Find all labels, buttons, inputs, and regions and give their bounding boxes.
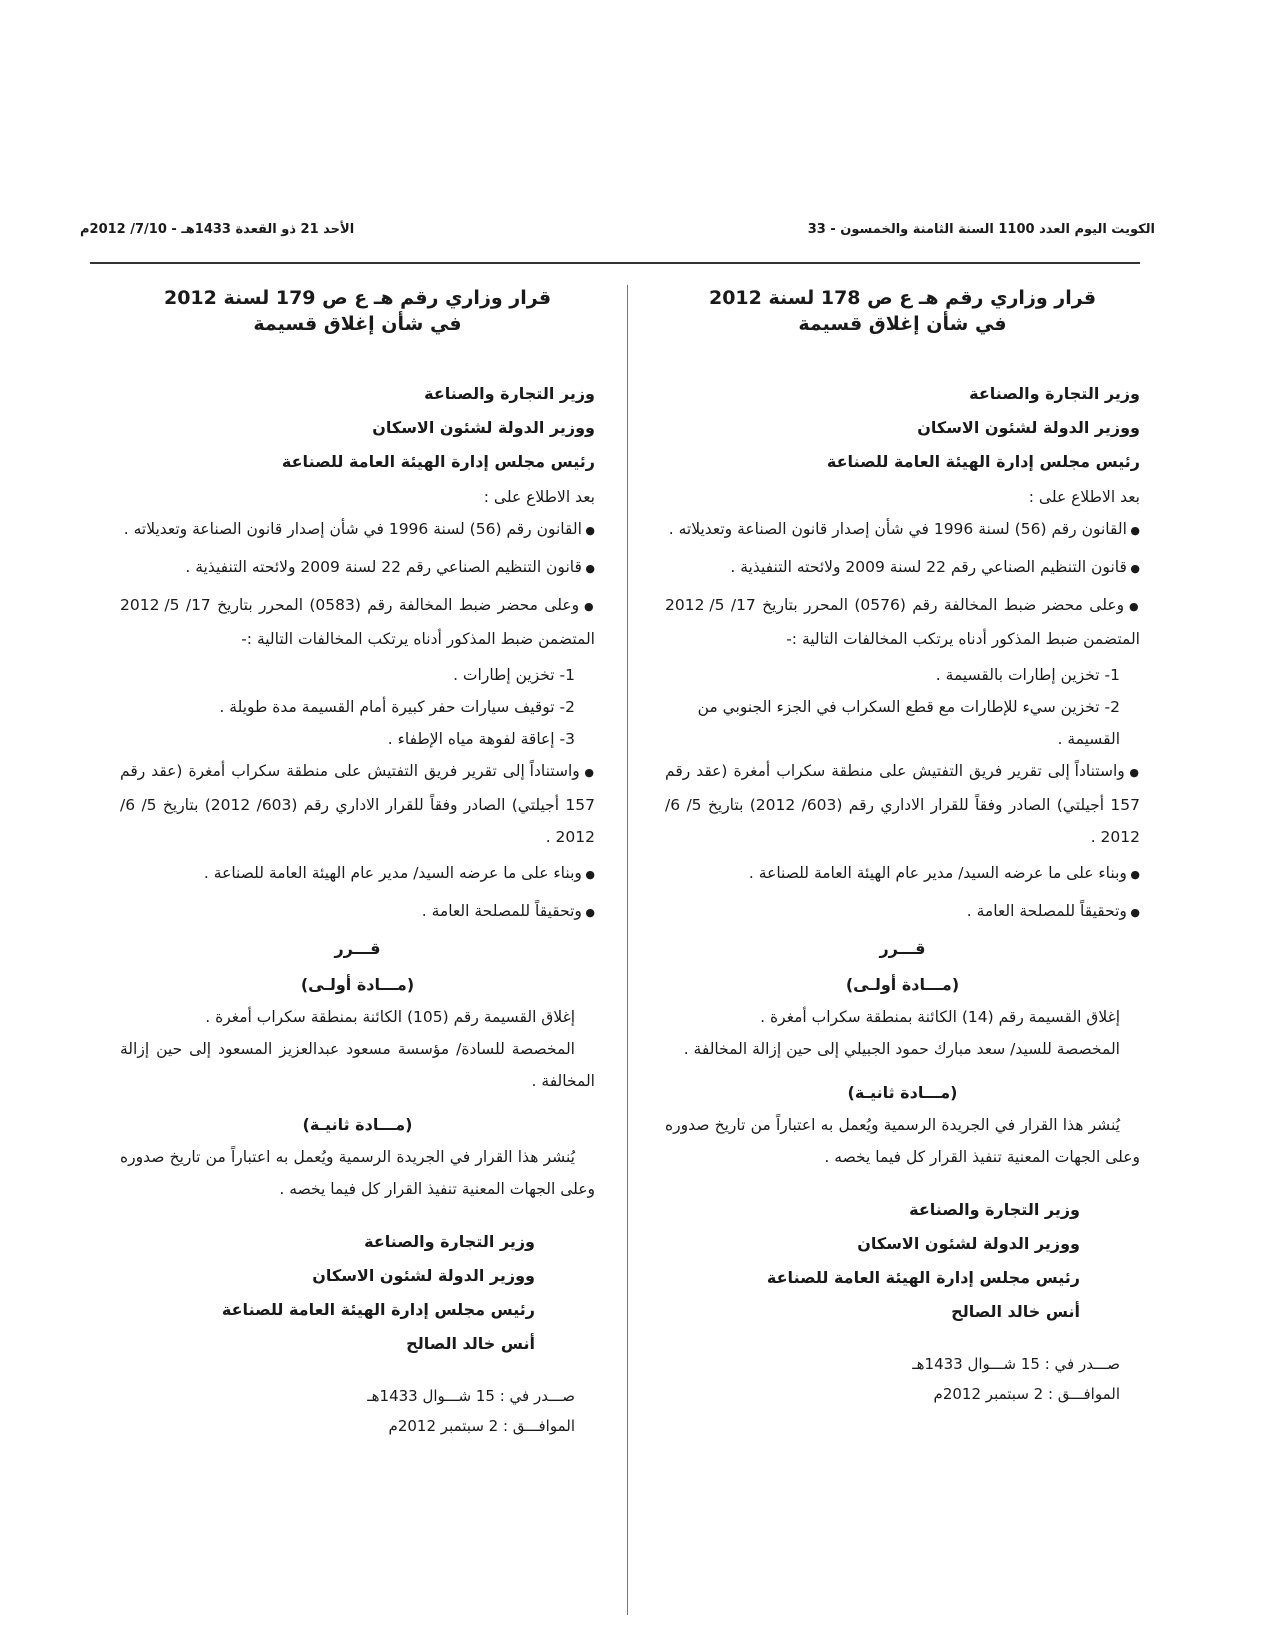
violation-item: 2- توقيف سيارات حفر كبيرة أمام القسيمة مدة طويلة . xyxy=(219,698,575,716)
signature-block xyxy=(665,1193,1140,1329)
issuing-authority xyxy=(665,377,1140,479)
article-2-text: يُنشر هذا القرار في الجريدة الرسمية ويُعمل به اعتباراً من تاريخ صدوره وعلى الجهات المعنية تنفيذ القرار كل فيما يخصه . xyxy=(665,1116,1140,1166)
violation-item: 2- تخزين سيء للإطارات مع قطع السكراب في الجزء الجنوبي من القسيمة . xyxy=(697,698,1120,748)
header-issue-info: الكويت اليوم العدد 1100 السنة الثامنة والخمسون - 33 xyxy=(807,222,1155,237)
issued-hijri: صـــدر في : 15 شـــوال 1433هـ xyxy=(912,1355,1120,1373)
decree-title-line2: في شأن إغلاق قسيمة xyxy=(253,313,462,335)
preamble-item: ● وعلى محضر ضبط المخالفة رقم (0576) المحرر بتاريخ 17/ 5/ 2012 المتضمن ضبط المذكور أدناه يرتكب المخالفات التالية :- xyxy=(665,589,1140,655)
decree-title xyxy=(665,285,1140,337)
authority-line: ووزير الدولة لشئون الاسكان xyxy=(917,418,1140,437)
preamble-intro: بعد الاطلاع على : xyxy=(1028,488,1140,506)
article-2-text: يُنشر هذا القرار في الجريدة الرسمية ويُعمل به اعتباراً من تاريخ صدوره وعلى الجهات المعنية تنفيذ القرار كل فيما يخصه . xyxy=(120,1148,595,1198)
issue-date-block xyxy=(120,1381,595,1441)
column-divider xyxy=(627,285,628,1615)
signatory-name: أنس خالد الصالح xyxy=(951,1302,1080,1321)
violation-item: 1- تخزين إطارات بالقسيمة . xyxy=(935,666,1120,684)
decree-title-line1: قرار وزاري رقم هـ ع ص 178 لسنة 2012 xyxy=(708,287,1097,309)
preamble-item: ● القانون رقم (56) لسنة 1996 في شأن إصدار قانون الصناعة وتعديلاته . xyxy=(665,513,1140,547)
preamble-item: ● وعلى محضر ضبط المخالفة رقم (0583) المحرر بتاريخ 17/ 5/ 2012 المتضمن ضبط المذكور أدناه يرتكب المخالفات التالية :- xyxy=(120,589,595,655)
preamble-item: ● وتحقيقاً للمصلحة العامة . xyxy=(665,895,1140,929)
decree-179-column xyxy=(120,285,595,1441)
signature-line: ووزير الدولة لشئون الاسكان xyxy=(857,1234,1080,1253)
decided-heading: قـــرر xyxy=(879,939,926,958)
violation-item: 1- تخزين إطارات . xyxy=(453,666,575,684)
issuing-authority xyxy=(120,377,595,479)
preamble-item: ● وبناء على ما عرضه السيد/ مدير عام الهيئة العامة للصناعة . xyxy=(665,857,1140,891)
article-2-heading: (مـــادة ثانيـة) xyxy=(847,1083,958,1102)
preamble-item: ● واستناداً إلى تقرير فريق التفتيش على منطقة سكراب أمغرة (عقد رقم 157 أجيلتي) الصادر وفقاً للقرار الاداري رقم (603/ 2012) بتاريخ 5/ 6/ 2012 . xyxy=(120,755,595,853)
page-header xyxy=(80,222,1155,244)
article-1-text: إغلاق القسيمة رقم (14) الكائنة بمنطقة سكراب أمغرة . xyxy=(760,1008,1120,1026)
preamble-intro: بعد الاطلاع على : xyxy=(483,488,595,506)
preamble-item: ● القانون رقم (56) لسنة 1996 في شأن إصدار قانون الصناعة وتعديلاته . xyxy=(120,513,595,547)
signature-line: وزير التجارة والصناعة xyxy=(909,1200,1080,1219)
authority-line: ووزير الدولة لشئون الاسكان xyxy=(372,418,595,437)
decree-title-line2: في شأن إغلاق قسيمة xyxy=(798,313,1007,335)
decree-178-column xyxy=(665,285,1140,1409)
signatory-name: أنس خالد الصالح xyxy=(406,1334,535,1353)
decided-heading: قـــرر xyxy=(334,939,381,958)
authority-line: وزير التجارة والصناعة xyxy=(424,384,595,403)
preamble-item: ● قانون التنظيم الصناعي رقم 22 لسنة 2009 ولائحته التنفيذية . xyxy=(120,551,595,585)
preamble-item: ● قانون التنظيم الصناعي رقم 22 لسنة 2009 ولائحته التنفيذية . xyxy=(665,551,1140,585)
preamble-item: ● وبناء على ما عرضه السيد/ مدير عام الهيئة العامة للصناعة . xyxy=(120,857,595,891)
article-1-text: المخصصة للسيد/ سعد مبارك حمود الجبيلي إلى حين إزالة المخالفة . xyxy=(683,1040,1120,1058)
preamble-item: ● واستناداً إلى تقرير فريق التفتيش على منطقة سكراب أمغرة (عقد رقم 157 أجيلتي) الصادر وفقاً للقرار الاداري رقم (603/ 2012) بتاريخ 5/ 6/ 2012 . xyxy=(665,755,1140,853)
signature-block xyxy=(120,1225,595,1361)
article-2-heading: (مـــادة ثانيـة) xyxy=(302,1115,413,1134)
article-1-heading: (مـــادة أولـى) xyxy=(845,975,960,994)
article-1-heading: (مـــادة أولـى) xyxy=(300,975,415,994)
issued-gregorian: الموافـــق : 2 سبتمبر 2012م xyxy=(388,1417,575,1435)
decree-title xyxy=(120,285,595,337)
authority-line: رئيس مجلس إدارة الهيئة العامة للصناعة xyxy=(826,452,1140,471)
header-date: الأحد 21 ذو القعدة 1433هـ - 7/10/ 2012م xyxy=(80,222,355,237)
authority-line: رئيس مجلس إدارة الهيئة العامة للصناعة xyxy=(281,452,595,471)
header-divider xyxy=(90,262,1140,264)
signature-line: رئيس مجلس إدارة الهيئة العامة للصناعة xyxy=(766,1268,1080,1287)
authority-line: وزير التجارة والصناعة xyxy=(969,384,1140,403)
issue-date-block xyxy=(665,1349,1140,1409)
issued-hijri: صـــدر في : 15 شـــوال 1433هـ xyxy=(367,1387,575,1405)
decree-title-line1: قرار وزاري رقم هـ ع ص 179 لسنة 2012 xyxy=(163,287,552,309)
article-1-text: المخصصة للسادة/ مؤسسة مسعود عبدالعزيز المسعود إلى حين إزالة المخالفة . xyxy=(120,1040,595,1090)
signature-line: رئيس مجلس إدارة الهيئة العامة للصناعة xyxy=(221,1300,535,1319)
article-1-text: إغلاق القسيمة رقم (105) الكائنة بمنطقة سكراب أمغرة . xyxy=(205,1008,575,1026)
preamble-item: ● وتحقيقاً للمصلحة العامة . xyxy=(120,895,595,929)
signature-line: وزير التجارة والصناعة xyxy=(364,1232,535,1251)
violation-item: 3- إعاقة لفوهة مياه الإطفاء . xyxy=(387,730,575,748)
signature-line: ووزير الدولة لشئون الاسكان xyxy=(312,1266,535,1285)
issued-gregorian: الموافـــق : 2 سبتمبر 2012م xyxy=(933,1385,1120,1403)
